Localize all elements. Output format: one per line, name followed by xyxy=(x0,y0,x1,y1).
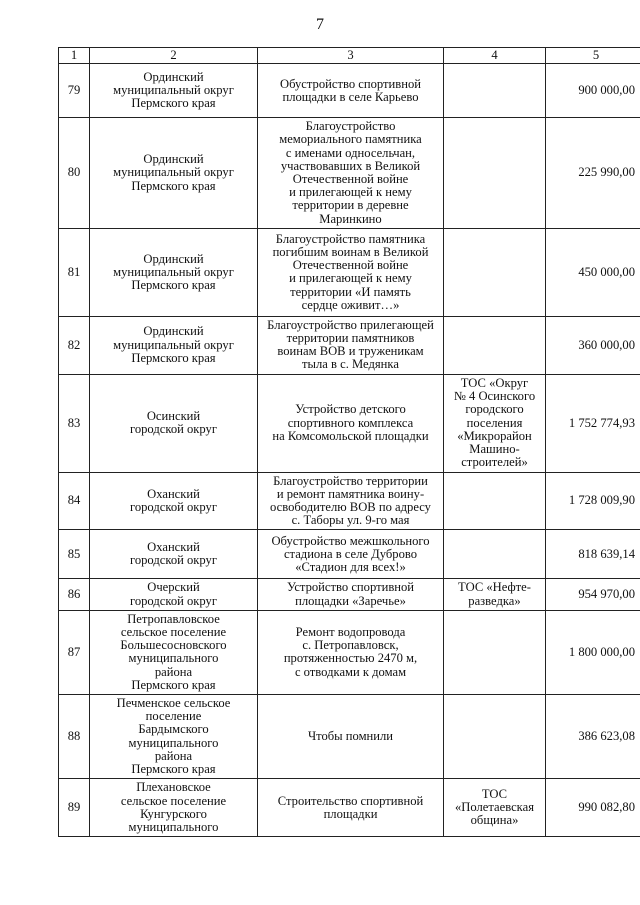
project-name-cell xyxy=(258,118,444,229)
amount-cell-text: 818 639,14 xyxy=(578,546,635,561)
municipality-cell-text: Печменское сельское поселение Бардымского муниципального района Пермского края xyxy=(116,696,231,777)
table-row xyxy=(59,316,640,374)
project-name-cell-text: Благоустройство территории и ремонт памятника воину- освободителю ВОВ по адресу с. Таборы ул. 9-го мая xyxy=(270,473,431,528)
amount-cell-text: 990 082,80 xyxy=(578,800,635,815)
tos-cell xyxy=(444,530,546,579)
header-cell-5: 5 xyxy=(546,48,640,64)
row-number-cell-text: 80 xyxy=(67,165,81,180)
tos-cell xyxy=(444,118,546,229)
municipality-cell-text: Оханский городской округ xyxy=(129,540,218,568)
table-row xyxy=(59,374,640,472)
project-name-cell xyxy=(258,695,444,779)
amount-cell xyxy=(546,530,640,579)
projects-table xyxy=(58,47,640,837)
municipality-cell xyxy=(90,610,258,694)
municipality-cell-text: Ординский муниципальный округ Пермского края xyxy=(113,152,234,193)
header-cell-4: 4 xyxy=(444,48,546,64)
project-name-cell xyxy=(258,530,444,579)
header-cell-3: 3 xyxy=(258,48,444,64)
table-row xyxy=(59,530,640,579)
tos-cell xyxy=(444,472,546,530)
municipality-cell xyxy=(90,579,258,610)
project-name-cell xyxy=(258,610,444,694)
row-number-cell-text: 87 xyxy=(67,644,81,659)
municipality-cell xyxy=(90,472,258,530)
row-number-cell-text: 89 xyxy=(67,800,81,815)
municipality-cell-text: Очерский городской округ xyxy=(129,580,218,608)
row-number-cell xyxy=(59,374,90,472)
municipality-cell xyxy=(90,118,258,229)
table-row xyxy=(59,695,640,779)
project-name-cell-text: Устройство детского спортивного комплекса на Комсомольской площадки xyxy=(272,402,429,443)
row-number-cell-text: 82 xyxy=(67,337,81,352)
tos-cell xyxy=(444,228,546,316)
page-number: 7 xyxy=(316,16,324,33)
tos-cell xyxy=(444,695,546,779)
table-header-row xyxy=(59,48,640,64)
project-name-cell-text: Благоустройство прилегающей территории памятников воинам ВОВ и труженикам тыла в с. Медянка xyxy=(267,317,434,372)
project-name-cell xyxy=(258,374,444,472)
header-cell-2: 2 xyxy=(90,48,258,64)
project-name-cell-text: Обустройство межшкольного стадиона в селе Дуброво «Стадион для всех!» xyxy=(271,533,430,575)
project-name-cell-text: Ремонт водопровода с. Петропавловск, протяженностью 2470 м, с отводками к домам xyxy=(283,625,418,679)
municipality-cell-text: Плехановское сельское поселение Кунгурского муниципального xyxy=(120,780,227,834)
row-number-cell-text: 85 xyxy=(67,546,81,561)
municipality-cell-text: Оханский городской округ xyxy=(129,486,218,515)
row-number-cell-text: 86 xyxy=(67,587,81,602)
amount-cell-text: 900 000,00 xyxy=(578,83,635,98)
tos-cell-text: ТОС «Округ № 4 Осинского городского поселения «Микрорайон Машино- строителей» xyxy=(453,375,536,470)
tos-cell-text: ТОС «Полетаевская община» xyxy=(454,786,534,828)
row-number-cell xyxy=(59,316,90,374)
row-number-cell xyxy=(59,610,90,694)
row-number-cell-text: 81 xyxy=(67,264,81,279)
project-name-cell-text: Устройство спортивной площадки «Заречье» xyxy=(286,580,415,608)
project-name-cell-text: Чтобы помнили xyxy=(307,729,394,744)
amount-cell-text: 1 752 774,93 xyxy=(568,415,635,430)
amount-cell xyxy=(546,610,640,694)
row-number-cell xyxy=(59,779,90,837)
municipality-cell xyxy=(90,695,258,779)
row-number-cell xyxy=(59,695,90,779)
municipality-cell-text: Ординский муниципальный округ Пермского края xyxy=(113,69,234,111)
row-number-cell xyxy=(59,472,90,530)
row-number-cell-text: 88 xyxy=(67,729,81,744)
row-number-cell xyxy=(59,579,90,610)
municipality-cell xyxy=(90,779,258,837)
project-name-cell xyxy=(258,779,444,837)
municipality-cell-text: Петропавловское сельское поселение Большесосновского муниципального района Пермского края xyxy=(120,611,227,692)
municipality-cell xyxy=(90,316,258,374)
project-name-cell xyxy=(258,579,444,610)
project-name-cell xyxy=(258,228,444,316)
amount-cell-text: 1 728 009,90 xyxy=(568,493,635,508)
amount-cell-text: 450 000,00 xyxy=(578,264,635,279)
row-number-cell xyxy=(59,118,90,229)
row-number-cell xyxy=(59,64,90,118)
amount-cell xyxy=(546,374,640,472)
project-name-cell xyxy=(258,64,444,118)
row-number-cell-text: 84 xyxy=(67,493,81,508)
tos-cell xyxy=(444,779,546,837)
amount-cell-text: 225 990,00 xyxy=(578,165,635,180)
municipality-cell xyxy=(90,374,258,472)
row-number-cell xyxy=(59,228,90,316)
amount-cell xyxy=(546,118,640,229)
amount-cell xyxy=(546,228,640,316)
municipality-cell-text: Осинский городской округ xyxy=(129,408,218,437)
amount-cell xyxy=(546,316,640,374)
tos-cell xyxy=(444,316,546,374)
amount-cell xyxy=(546,779,640,837)
table-row xyxy=(59,64,640,118)
municipality-cell xyxy=(90,530,258,579)
amount-cell-text: 1 800 000,00 xyxy=(568,644,635,659)
municipality-cell xyxy=(90,228,258,316)
header-cell-1: 1 xyxy=(59,48,90,64)
row-number-cell-text: 79 xyxy=(67,83,81,98)
table-row xyxy=(59,472,640,530)
amount-cell xyxy=(546,64,640,118)
amount-cell-text: 386 623,08 xyxy=(578,729,635,744)
municipality-cell-text: Ординский муниципальный округ Пермского края xyxy=(113,251,234,292)
project-name-cell-text: Благоустройство памятника погибшим воинам в Великой Отечественной войне и прилегающей к нему территории «И память сердце оживит…» xyxy=(272,231,429,312)
tos-cell xyxy=(444,374,546,472)
tos-cell-text: ТОС «Нефте- разведка» xyxy=(458,580,531,608)
tos-cell xyxy=(444,610,546,694)
amount-cell-text: 360 000,00 xyxy=(578,337,635,352)
table-row xyxy=(59,228,640,316)
amount-cell-text: 954 970,00 xyxy=(578,587,635,602)
table-row xyxy=(59,118,640,229)
project-name-cell-text: Благоустройство мемориального памятника с именами односельчан, участвовавших в Великой Отечественной войне и прилегающей к нему территории в деревне Маринкино xyxy=(279,119,422,226)
tos-cell xyxy=(444,64,546,118)
municipality-cell-text: Ординский муниципальный округ Пермского края xyxy=(113,324,234,365)
tos-cell xyxy=(444,579,546,610)
table-row xyxy=(59,779,640,837)
table-row xyxy=(59,579,640,610)
amount-cell xyxy=(546,472,640,530)
project-name-cell-text: Обустройство спортивной площадки в селе Карьево xyxy=(279,76,422,104)
municipality-cell xyxy=(90,64,258,118)
table-row xyxy=(59,610,640,694)
project-name-cell xyxy=(258,472,444,530)
project-name-cell xyxy=(258,316,444,374)
row-number-cell-text: 83 xyxy=(67,415,81,430)
amount-cell xyxy=(546,579,640,610)
row-number-cell xyxy=(59,530,90,579)
amount-cell xyxy=(546,695,640,779)
project-name-cell-text: Строительство спортивной площадки xyxy=(277,793,424,821)
